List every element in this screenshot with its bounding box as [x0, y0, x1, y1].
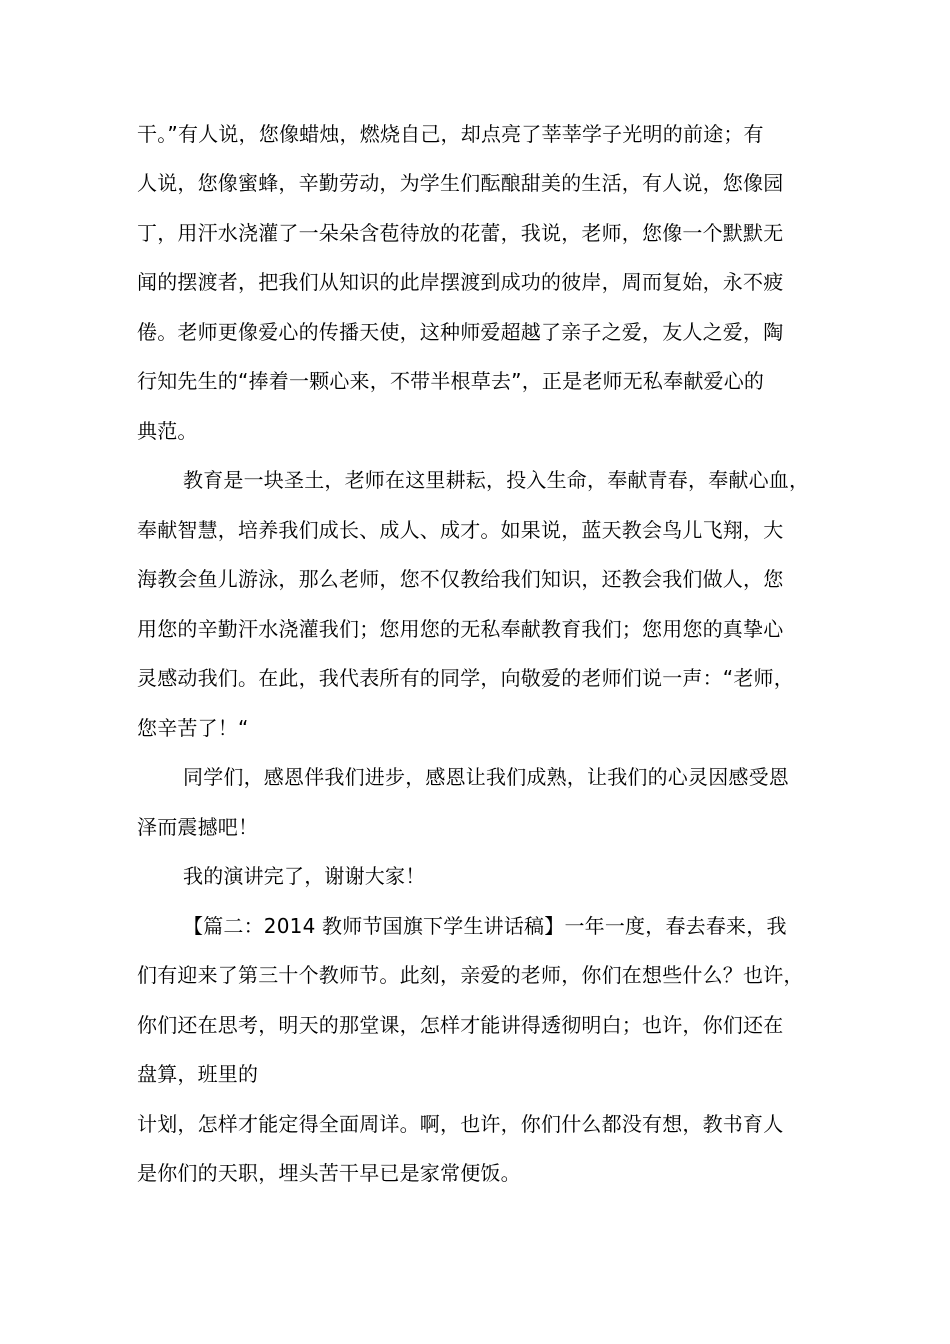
text-line: 闻的摆渡者，把我们从知识的此岸摆渡到成功的彼岸，周而复始，永不疲	[137, 270, 784, 294]
text-line: 海教会鱼儿游泳，那么老师，您不仅教给我们知识，还教会我们做人，您	[137, 567, 784, 591]
text-line: 您辛苦了！“	[137, 716, 249, 740]
text-line: 行知先生的“捧着一颗心来，不带半根草去”，正是老师无私奉献爱心的	[137, 369, 765, 393]
section-heading-line: 【篇二：2014 教师节国旗下学生讲话稿】一年一度，春去春来，我	[183, 914, 787, 938]
text-line: 灵感动我们。在此，我代表所有的同学，向敬爱的老师们说一声：“老师，	[137, 666, 794, 690]
text-line: 干。”有人说，您像蜡烛，燃烧自己，却点亮了莘莘学子光明的前途；有	[137, 122, 764, 146]
text-line: 泽而震撼吧！	[137, 815, 259, 839]
text-line: 用您的辛勤汗水浇灌我们；您用您的无私奉献教育我们；您用您的真挚心	[137, 617, 784, 641]
paragraph-first-line: 教育是一块圣土，老师在这里耕耘，投入生命，奉献青春，奉献心血，	[183, 468, 810, 492]
text-line: 典范。	[137, 419, 198, 443]
text-line: 丁，用汗水浇灌了一朵朵含苞待放的花蕾，我说，老师，您像一个默默无	[137, 221, 784, 245]
text-line: 们有迎来了第三十个教师节。此刻，亲爱的老师，你们在想些什么？也许，	[137, 963, 804, 987]
paragraph-first-line: 同学们，感恩伴我们进步，感恩让我们成熟，让我们的心灵因感受恩	[183, 765, 789, 789]
text-line: 你们还在思考，明天的那堂课，怎样才能讲得透彻明白；也许，你们还在	[137, 1013, 784, 1037]
text-line: 计划，怎样才能定得全面周详。啊，也许，你们什么都没有想，教书育人	[137, 1112, 784, 1136]
text-line: 人说，您像蜜蜂，辛勤劳动，为学生们酝酿甜美的生活，有人说，您像园	[137, 171, 784, 195]
text-line: 是你们的天职，埋头苦干早已是家常便饭。	[137, 1161, 521, 1185]
text-line: 倦。老师更像爱心的传播天使，这种师爱超越了亲子之爱，友人之爱，陶	[137, 320, 784, 344]
text-line: 奉献智慧，培养我们成长、成人、成才。如果说，蓝天教会鸟儿飞翔，大	[137, 518, 784, 542]
text-line: 盘算，班里的	[137, 1062, 259, 1086]
paragraph-first-line: 我的演讲完了，谢谢大家！	[183, 864, 426, 888]
